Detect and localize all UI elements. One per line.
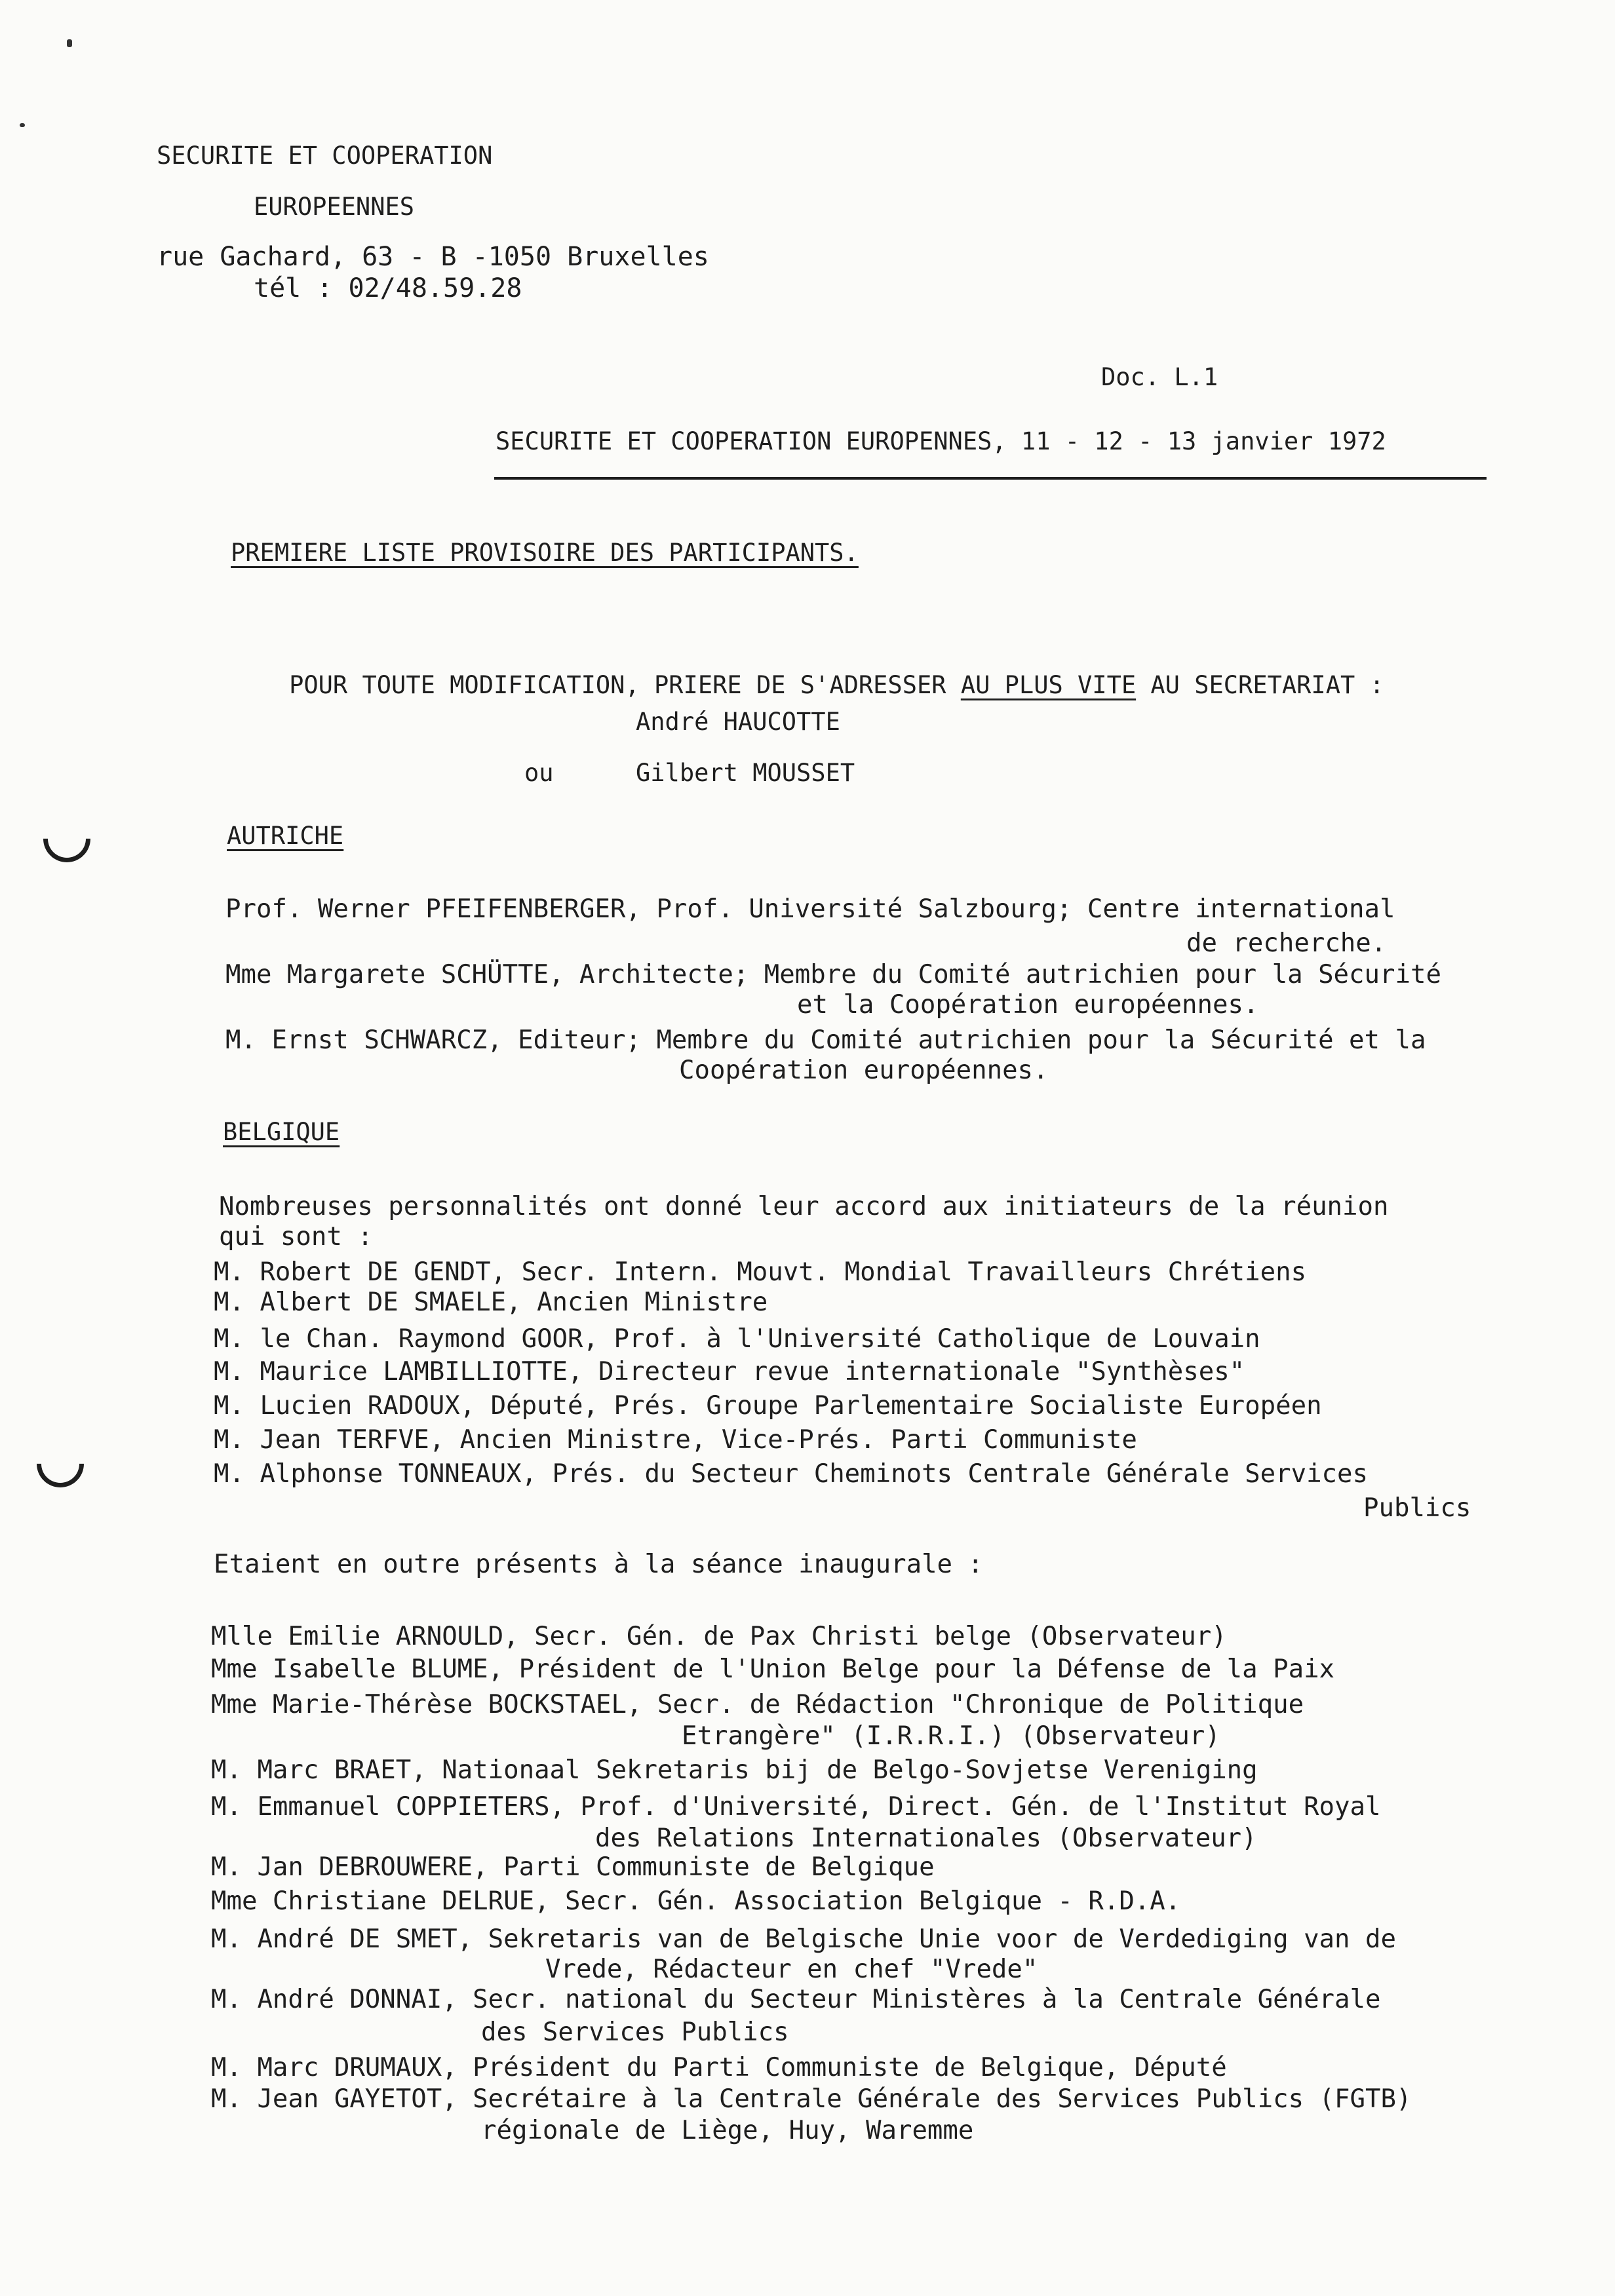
- contact-name: André HAUCOTTE: [636, 708, 840, 736]
- notice-text: AU SECRETARIAT :: [1136, 671, 1384, 699]
- present-line: M. Jean GAYETOT, Secrétaire à la Centrale Générale des Services Publics (FGTB): [211, 2084, 1412, 2114]
- present-line: M. Emmanuel COPPIETERS, Prof. d'Université, Direct. Gén. de l'Institut Royal: [211, 1792, 1381, 1822]
- present-line: M. Marc BRAET, Nationaal Sekretaris bij de Belgo-Sovjetse Vereniging: [211, 1755, 1258, 1785]
- present-line: Mme Marie-Thérèse BOCKSTAEL, Secr. de Rédaction "Chronique de Politique: [211, 1690, 1304, 1719]
- participant-line: de recherche.: [1186, 928, 1387, 958]
- participant-line: M. Ernst SCHWARCZ, Editeur; Membre du Comité autrichien pour la Sécurité et la: [225, 1025, 1426, 1055]
- org-name-line2: EUROPEENNES: [254, 193, 415, 221]
- title-rule: [494, 477, 1487, 480]
- present-line: Vrede, Rédacteur en chef "Vrede": [545, 1955, 1038, 1984]
- initiator-line: M. Alphonse TONNEAUX, Prés. du Secteur Cheminots Centrale Générale Services: [214, 1459, 1368, 1489]
- intro-line: qui sont :: [219, 1222, 373, 1252]
- punch-hole-mark: [27, 1430, 94, 1497]
- scan-speck: [67, 39, 72, 47]
- present-line: régionale de Liège, Huy, Waremme: [481, 2116, 974, 2145]
- notice-emphasis: AU PLUS VITE: [960, 671, 1137, 699]
- participant-line: Prof. Werner PFEIFENBERGER, Prof. Université Salzbourg; Centre international: [225, 894, 1395, 924]
- initiator-line: M. Albert DE SMAELE, Ancien Ministre: [214, 1288, 768, 1317]
- initiator-line: M. Robert DE GENDT, Secr. Intern. Mouvt. Mondial Travailleurs Chrétiens: [214, 1257, 1307, 1287]
- participant-line: et la Coopération européennes.: [797, 990, 1259, 1020]
- org-address: rue Gachard, 63 - B -1050 Bruxelles: [157, 242, 709, 272]
- present-line: Mme Isabelle BLUME, Président de l'Union Belge pour la Défense de la Paix: [211, 1655, 1335, 1684]
- punch-hole-mark: [33, 805, 100, 872]
- contact-name: Gilbert MOUSSET: [636, 759, 855, 787]
- present-line: des Relations Internationales (Observateur): [595, 1824, 1257, 1853]
- intro-line: Nombreuses personnalités ont donné leur accord aux initiateurs de la réunion: [219, 1192, 1389, 1221]
- doc-reference: Doc. L.1: [1101, 363, 1218, 391]
- list-title: PREMIERE LISTE PROVISOIRE DES PARTICIPANTS.: [231, 539, 859, 567]
- notice-text: POUR TOUTE MODIFICATION, PRIERE DE S'ADRESSER: [289, 671, 961, 699]
- present-line: des Services Publics: [481, 2018, 789, 2047]
- section-heading-belgium: BELGIQUE: [223, 1118, 340, 1146]
- initiator-line: Publics: [1363, 1493, 1471, 1523]
- present-line: Mme Christiane DELRUE, Secr. Gén. Association Belgique - R.D.A.: [211, 1886, 1181, 1916]
- participant-line: Mme Margarete SCHÜTTE, Architecte; Membre du Comité autrichien pour la Sécurité: [225, 960, 1441, 989]
- present-line: M. André DE SMET, Sekretaris van de Belgische Unie voor de Verdediging van de: [211, 1924, 1396, 1954]
- scan-speck: [20, 123, 25, 127]
- section-heading-austria: AUTRICHE: [227, 822, 344, 850]
- present-line: M. Jan DEBROUWERE, Parti Communiste de Belgique: [211, 1852, 935, 1882]
- initiator-line: M. le Chan. Raymond GOOR, Prof. à l'Université Catholique de Louvain: [214, 1324, 1260, 1354]
- org-name-line1: SECURITE ET COOPERATION: [157, 142, 493, 170]
- conference-title: SECURITE ET COOPERATION EUROPENNES, 11 - 12 - 13 janvier 1972: [496, 427, 1386, 455]
- initiator-line: M. Lucien RADOUX, Député, Prés. Groupe Parlementaire Socialiste Européen: [214, 1391, 1322, 1421]
- initiator-line: M. Jean TERFVE, Ancien Ministre, Vice-Prés. Parti Communiste: [214, 1425, 1137, 1455]
- present-line: Mlle Emilie ARNOULD, Secr. Gén. de Pax Christi belge (Observateur): [211, 1622, 1227, 1651]
- present-line: M. André DONNAI, Secr. national du Secteur Ministères à la Centrale Générale: [211, 1985, 1381, 2014]
- participant-line: Coopération européennes.: [679, 1056, 1049, 1085]
- org-phone: tél : 02/48.59.28: [254, 273, 522, 303]
- present-intro: Etaient en outre présents à la séance inaugurale :: [214, 1550, 983, 1579]
- contact-or: ou: [524, 759, 554, 787]
- initiator-line: M. Maurice LAMBILLIOTTE, Directeur revue internationale "Synthèses": [214, 1357, 1245, 1387]
- present-line: M. Marc DRUMAUX, Président du Parti Communiste de Belgique, Député: [211, 2053, 1227, 2082]
- present-line: Etrangère" (I.R.R.I.) (Observateur): [682, 1721, 1220, 1751]
